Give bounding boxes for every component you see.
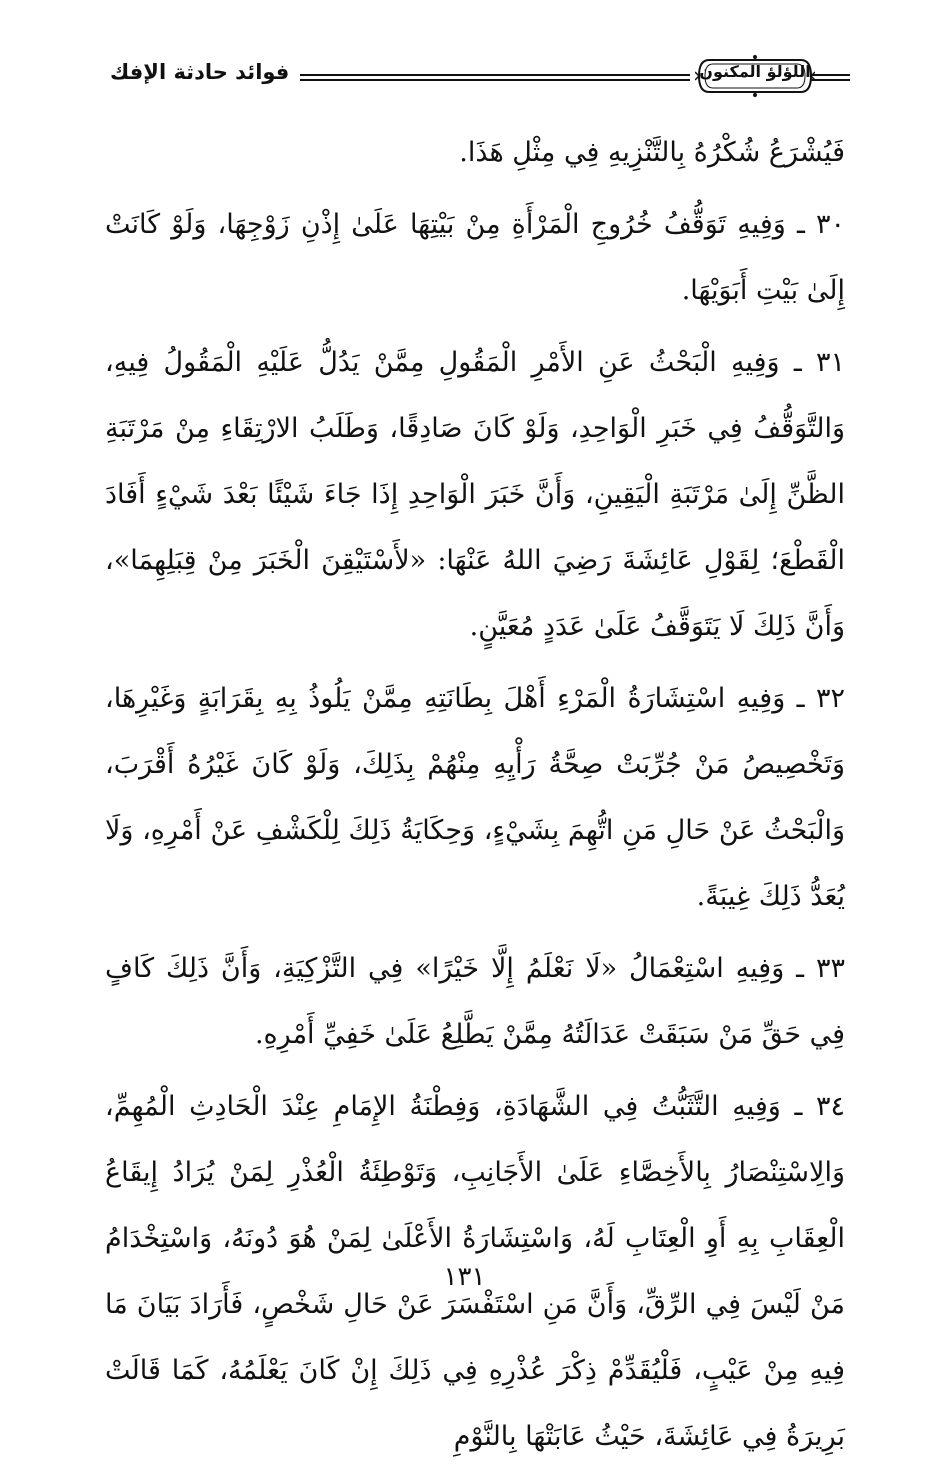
paragraph: ٣٢ ـ وَفِيهِ اسْتِشَارَةُ الْمَرْءِ أَهْلَ بِطَانَتِهِ مِمَّنْ يَلُوذُ بِهِ بِقَرَابَةٍ وَغَيْرِهَا، وَتَخْصِيصُ مَنْ جُرِّبَتْ صِحَّةُ رَأْيِهِ مِنْهُمْ بِذَلِكَ، وَلَوْ كَانَ غَيْرُهُ أَقْرَبَ، وَالْبَحْثُ عَنْ حَالِ مَنِ اتُّهِمَ بِشَيْءٍ، وَحِكَايَةُ ذَلِكَ لِلْكَشْفِ عَنْ أَمْرِهِ، وَلَا يُعَدُّ ذَلِكَ غِيبَةً. — [105, 683, 845, 912]
header-rule-left — [300, 74, 690, 81]
paragraph: ٣١ ـ وَفِيهِ الْبَحْثُ عَنِ الأَمْرِ الْمَقُولِ مِمَّنْ يَدُلُّ عَلَيْهِ الْمَقُولُ فِيهِ، وَالتَّوَقُّفُ فِي خَبَرِ الْوَاحِدِ، وَلَوْ كَانَ صَادِقًا، وَطَلَبُ الارْتِقَاءِ مِنْ مَرْتَبَةِ الظَّنِّ إِلَىٰ مَرْتَبَةِ الْيَقِينِ، وَأَنَّ خَبَرَ الْوَاحِدِ إِذَا جَاءَ شَيْئًا بَعْدَ شَيْءٍ أَفَادَ الْقَطْعَ؛ لِقَوْلِ عَائِشَةَ رَضِيَ اللهُ عَنْهَا: «لأَسْتَيْقِنَ الْخَبَرَ مِنْ قِبَلِهِمَا»، وَأَنَّ ذَلِكَ لَا يَتَوَقَّفُ عَلَىٰ عَدَدٍ مُعَيَّنٍ. — [105, 347, 845, 642]
paragraph: فَيُشْرَعُ شُكْرُهُ بِالتَّنْزِيهِ فِي مِثْلِ هَذَا. — [459, 137, 845, 168]
paragraph: ٣٣ ـ وَفِيهِ اسْتِعْمَالُ «لَا نَعْلَمُ إِلَّا خَيْرًا» فِي التَّزْكِيَةِ، وَأَنَّ ذَلِكَ كَافٍ فِي حَقِّ مَنْ سَبَقَتْ عَدَالَتُهُ مِمَّنْ يَطَّلِعُ عَلَىٰ خَفِيِّ أَمْرِهِ. — [105, 953, 845, 1050]
header-rule-right — [810, 74, 850, 81]
section-title: فوائد حادثة الإفك — [110, 60, 290, 84]
book-title-cartouche — [695, 52, 815, 100]
book-title: اللؤلؤ المكنون — [699, 62, 811, 81]
paragraph: ٣٤ ـ وَفِيهِ التَّثَبُّتُ فِي الشَّهَادَةِ، وَفِطْنَةُ الإِمَامِ عِنْدَ الْحَادِثِ الْمُهِمِّ، وَالِاسْتِنْصَارُ بِالأَخِصَّاءِ عَلَىٰ الأَجَانِبِ، وَتَوْطِئَةُ الْعُذْرِ لِمَنْ يُرَادُ إِيقَاعُ الْعِقَابِ بِهِ أَوِ الْعِتَابِ لَهُ، وَاسْتِشَارَةُ الأَعْلَىٰ لِمَنْ هُوَ دُونَهُ، وَاسْتِخْدَامُ مَنْ لَيْسَ فِي الرِّقِّ، وَأَنَّ مَنِ اسْتَفْسَرَ عَنْ حَالِ شَخْصٍ، فَأَرَادَ بَيَانَ مَا فِيهِ مِنْ عَيْبٍ، فَلْيُقَدِّمْ ذِكْرَ عُذْرِهِ فِي ذَلِكَ إِنْ كَانَ يَعْلَمُهُ، كَمَا قَالَتْ بَرِيرَةُ فِي عَائِشَةَ، حَيْثُ عَابَتْهَا بِالنَّوْمِ — [105, 1091, 845, 1452]
running-header — [110, 52, 850, 100]
page-number: ١٣١ — [443, 1262, 486, 1292]
paragraph: ٣٠ ـ وَفِيهِ تَوَقُّفُ خُرُوجِ الْمَرْأَةِ مِنْ بَيْتِهَا عَلَىٰ إِذْنِ زَوْجِهَا، وَلَوْ كَانَتْ إِلَىٰ بَيْتِ أَبَوَيْهَا. — [105, 209, 845, 306]
